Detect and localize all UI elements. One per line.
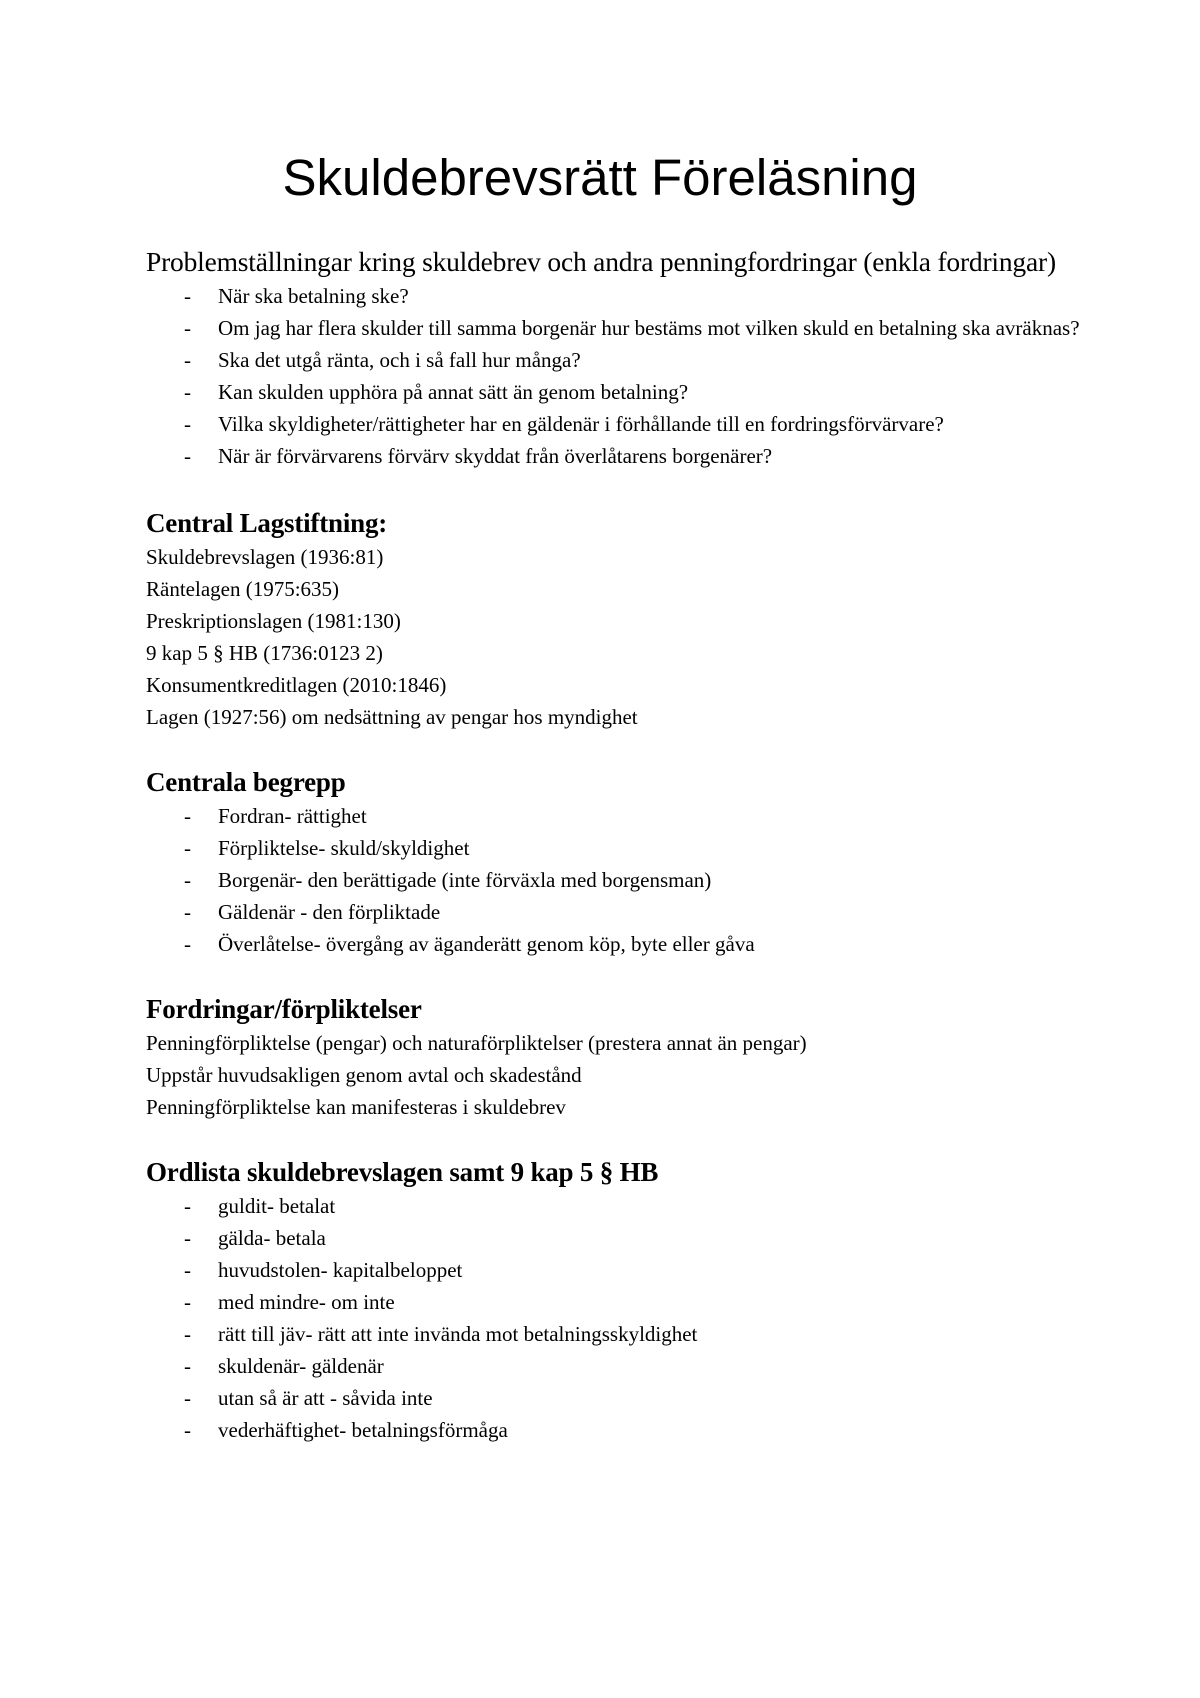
dash-bullet: - <box>184 900 191 924</box>
dash-bullet: - <box>184 836 191 860</box>
section-problemstallningar <box>146 244 1086 472</box>
dash-bullet: - <box>184 868 191 892</box>
list-item-text: vederhäftighet- betalningsförmåga <box>218 1418 508 1442</box>
list-item-text: med mindre- om inte <box>218 1290 395 1314</box>
list-item-text: utan så är att - såvida inte <box>218 1386 433 1410</box>
dash-bullet: - <box>184 316 191 340</box>
list-item <box>184 1254 1086 1286</box>
dash-bullet: - <box>184 932 191 956</box>
dash-bullet: - <box>184 1354 191 1378</box>
list-item-text: huvudstolen- kapitalbeloppet <box>218 1258 463 1282</box>
section-heading: Ordlista skuldebrevslagen samt 9 kap 5 § HB <box>146 1157 659 1187</box>
dash-bullet: - <box>184 380 191 404</box>
list-item-text: Fordran- rättighet <box>218 804 367 828</box>
list-item-text: Gäldenär - den förpliktade <box>218 900 441 924</box>
document-title: Skuldebrevsrätt Föreläsning <box>282 149 918 206</box>
list-item-text: Ska det utgå ränta, och i så fall hur många? <box>218 348 581 372</box>
list-item-text: rätt till jäv- rätt att inte invända mot betalningsskyldighet <box>218 1322 698 1346</box>
list-item-text: skuldenär- gäldenär <box>218 1354 384 1378</box>
list-item <box>184 1382 1086 1414</box>
list-item <box>184 896 1086 928</box>
list-item <box>184 280 1086 312</box>
list-item <box>184 344 1086 376</box>
dash-bullet: - <box>184 1386 191 1410</box>
list-item <box>184 408 1086 440</box>
dash-bullet: - <box>184 1322 191 1346</box>
dash-bullet: - <box>184 1194 191 1218</box>
list-item <box>184 800 1086 832</box>
text-line: Penningförpliktelse (pengar) och naturaförpliktelser (prestera annat än pengar) <box>146 1031 807 1055</box>
list-item <box>184 928 1086 960</box>
list-item <box>184 864 1086 896</box>
section-centrala-begrepp <box>146 765 1086 960</box>
text-line: Penningförpliktelse kan manifesteras i skuldebrev <box>146 1095 566 1119</box>
section-central-lagstiftning <box>146 506 1086 733</box>
dash-bullet: - <box>184 1418 191 1442</box>
bullet-list <box>146 1190 1086 1446</box>
list-item <box>184 440 1086 472</box>
list-item-text: Borgenär- den berättigade (inte förväxla med borgensman) <box>218 868 712 892</box>
document-body <box>146 244 1086 1446</box>
list-item <box>184 1414 1086 1446</box>
list-item-text: När är förvärvarens förvärv skyddat från överlåtarens borgenärer? <box>218 444 773 468</box>
section-ordlista <box>146 1155 1086 1446</box>
list-item-text: Kan skulden upphöra på annat sätt än genom betalning? <box>218 380 689 404</box>
dash-bullet: - <box>184 804 191 828</box>
dash-bullet: - <box>184 284 191 308</box>
list-item-text: guldit- betalat <box>218 1194 336 1218</box>
dash-bullet: - <box>184 412 191 436</box>
list-item-text: Förpliktelse- skuld/skyldighet <box>218 836 470 860</box>
section-heading: Fordringar/förpliktelser <box>146 994 422 1024</box>
list-item <box>184 1350 1086 1382</box>
text-line: Räntelagen (1975:635) <box>146 577 340 601</box>
section-heading: Centrala begrepp <box>146 767 346 797</box>
text-line: Lagen (1927:56) om nedsättning av pengar hos myndighet <box>146 705 638 729</box>
list-item <box>184 1190 1086 1222</box>
list-item <box>184 1222 1086 1254</box>
list-item-text: Om jag har flera skulder till samma borgenär hur bestäms mot vilken skuld en betalning ska avräknas? <box>218 316 1080 340</box>
text-line: Uppstår huvudsakligen genom avtal och skadestånd <box>146 1063 582 1087</box>
text-line: Skuldebrevslagen (1936:81) <box>146 545 384 569</box>
text-line: Preskriptionslagen (1981:130) <box>146 609 401 633</box>
bullet-list <box>146 800 1086 960</box>
dash-bullet: - <box>184 1226 191 1250</box>
list-item <box>184 376 1086 408</box>
text-line: Konsumentkreditlagen (2010:1846) <box>146 673 447 697</box>
dash-bullet: - <box>184 1290 191 1314</box>
dash-bullet: - <box>184 1258 191 1282</box>
bullet-list <box>146 280 1086 472</box>
section-fordringar-forpliktelser <box>146 992 1086 1123</box>
list-item-text: Vilka skyldigheter/rättigheter har en gäldenär i förhållande till en fordringsförvärvare? <box>218 412 944 436</box>
list-item <box>184 1318 1086 1350</box>
dash-bullet: - <box>184 444 191 468</box>
section-heading: Central Lagstiftning: <box>146 508 388 538</box>
text-line: 9 kap 5 § HB (1736:0123 2) <box>146 641 383 665</box>
list-item-text: När ska betalning ske? <box>218 284 409 308</box>
section-heading: Problemställningar kring skuldebrev och andra penningfordringar (enkla fordringar) <box>146 246 1056 277</box>
dash-bullet: - <box>184 348 191 372</box>
list-item <box>184 832 1086 864</box>
list-item <box>184 1286 1086 1318</box>
list-item <box>184 312 1086 344</box>
list-item-text: gälda- betala <box>218 1226 326 1250</box>
list-item-text: Överlåtelse- övergång av äganderätt genom köp, byte eller gåva <box>218 932 755 956</box>
